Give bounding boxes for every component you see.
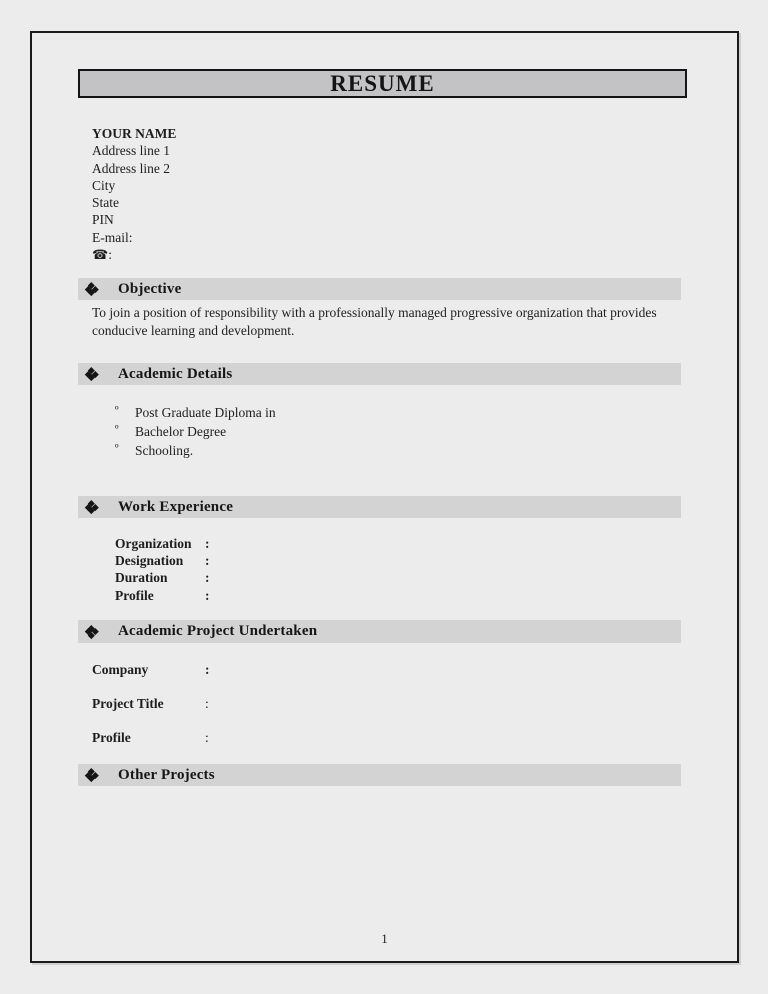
four-diamond-icon xyxy=(86,502,97,513)
field-row xyxy=(92,730,209,746)
list-item-text: Bachelor Degree xyxy=(135,424,227,439)
section-header-academic-details xyxy=(78,363,681,385)
field-label: Profile xyxy=(92,730,131,745)
list-item xyxy=(115,403,535,422)
field-row xyxy=(115,552,535,569)
work-experience-fields xyxy=(115,535,535,604)
four-diamond-icon xyxy=(86,284,97,295)
field-row xyxy=(92,662,210,678)
list-item xyxy=(115,422,535,441)
field-separator: : xyxy=(205,696,209,711)
field-label: Project Title xyxy=(92,696,164,711)
field-separator: : xyxy=(205,536,210,551)
field-label: Profile xyxy=(115,587,154,603)
objective-text: To join a position of responsibility with a professionally managed progressive organization that provides conducive learning and development. xyxy=(92,305,657,338)
contact-address-line-2: Address line 2 xyxy=(92,160,170,176)
field-label: Designation xyxy=(115,553,184,569)
four-diamond-icon xyxy=(86,369,97,380)
field-separator: : xyxy=(205,730,209,745)
circle-bullet-icon: º xyxy=(115,443,119,455)
telephone-icon: ☎ xyxy=(92,248,109,264)
field-row xyxy=(92,696,209,712)
document-title-bar xyxy=(78,69,687,98)
field-row xyxy=(115,535,535,552)
circle-bullet-icon: º xyxy=(115,424,119,436)
list-item xyxy=(115,441,535,460)
page-number: 1 xyxy=(381,931,388,946)
contact-email-label: E-mail: xyxy=(92,229,133,245)
section-title: Other Projects xyxy=(118,766,215,783)
academic-details-list xyxy=(115,403,535,460)
field-separator: : xyxy=(205,570,210,586)
circle-bullet-icon: º xyxy=(115,405,119,417)
section-header-objective xyxy=(78,278,681,300)
four-diamond-icon xyxy=(86,770,97,781)
contact-pin: PIN xyxy=(92,212,114,228)
field-label: Duration xyxy=(115,570,168,586)
field-separator: : xyxy=(205,662,210,677)
section-title: Academic Details xyxy=(118,365,233,382)
field-row xyxy=(115,569,535,586)
contact-name: YOUR NAME xyxy=(92,126,177,141)
field-label: Company xyxy=(92,662,149,677)
resume-page xyxy=(30,31,739,963)
contact-block xyxy=(92,125,492,264)
contact-address-line-1: Address line 1 xyxy=(92,143,170,159)
phone-separator: : xyxy=(108,247,112,263)
section-title: Academic Project Undertaken xyxy=(118,623,318,639)
field-separator: : xyxy=(205,553,210,569)
field-separator: : xyxy=(205,587,210,603)
document-title: RESUME xyxy=(330,71,435,96)
field-label: Organization xyxy=(115,536,192,551)
list-item-text: Post Graduate Diploma in xyxy=(135,405,276,420)
contact-city: City xyxy=(92,177,116,193)
section-header-work-experience xyxy=(78,496,681,518)
section-header-other-projects xyxy=(78,764,681,786)
field-row xyxy=(115,587,535,604)
section-header-academic-project xyxy=(78,620,681,643)
section-title: Objective xyxy=(118,280,182,297)
list-item-text: Schooling. xyxy=(135,443,194,458)
section-title: Work Experience xyxy=(118,498,234,515)
contact-state: State xyxy=(92,195,119,211)
four-diamond-icon xyxy=(86,626,97,637)
contact-phone-row xyxy=(92,246,492,264)
